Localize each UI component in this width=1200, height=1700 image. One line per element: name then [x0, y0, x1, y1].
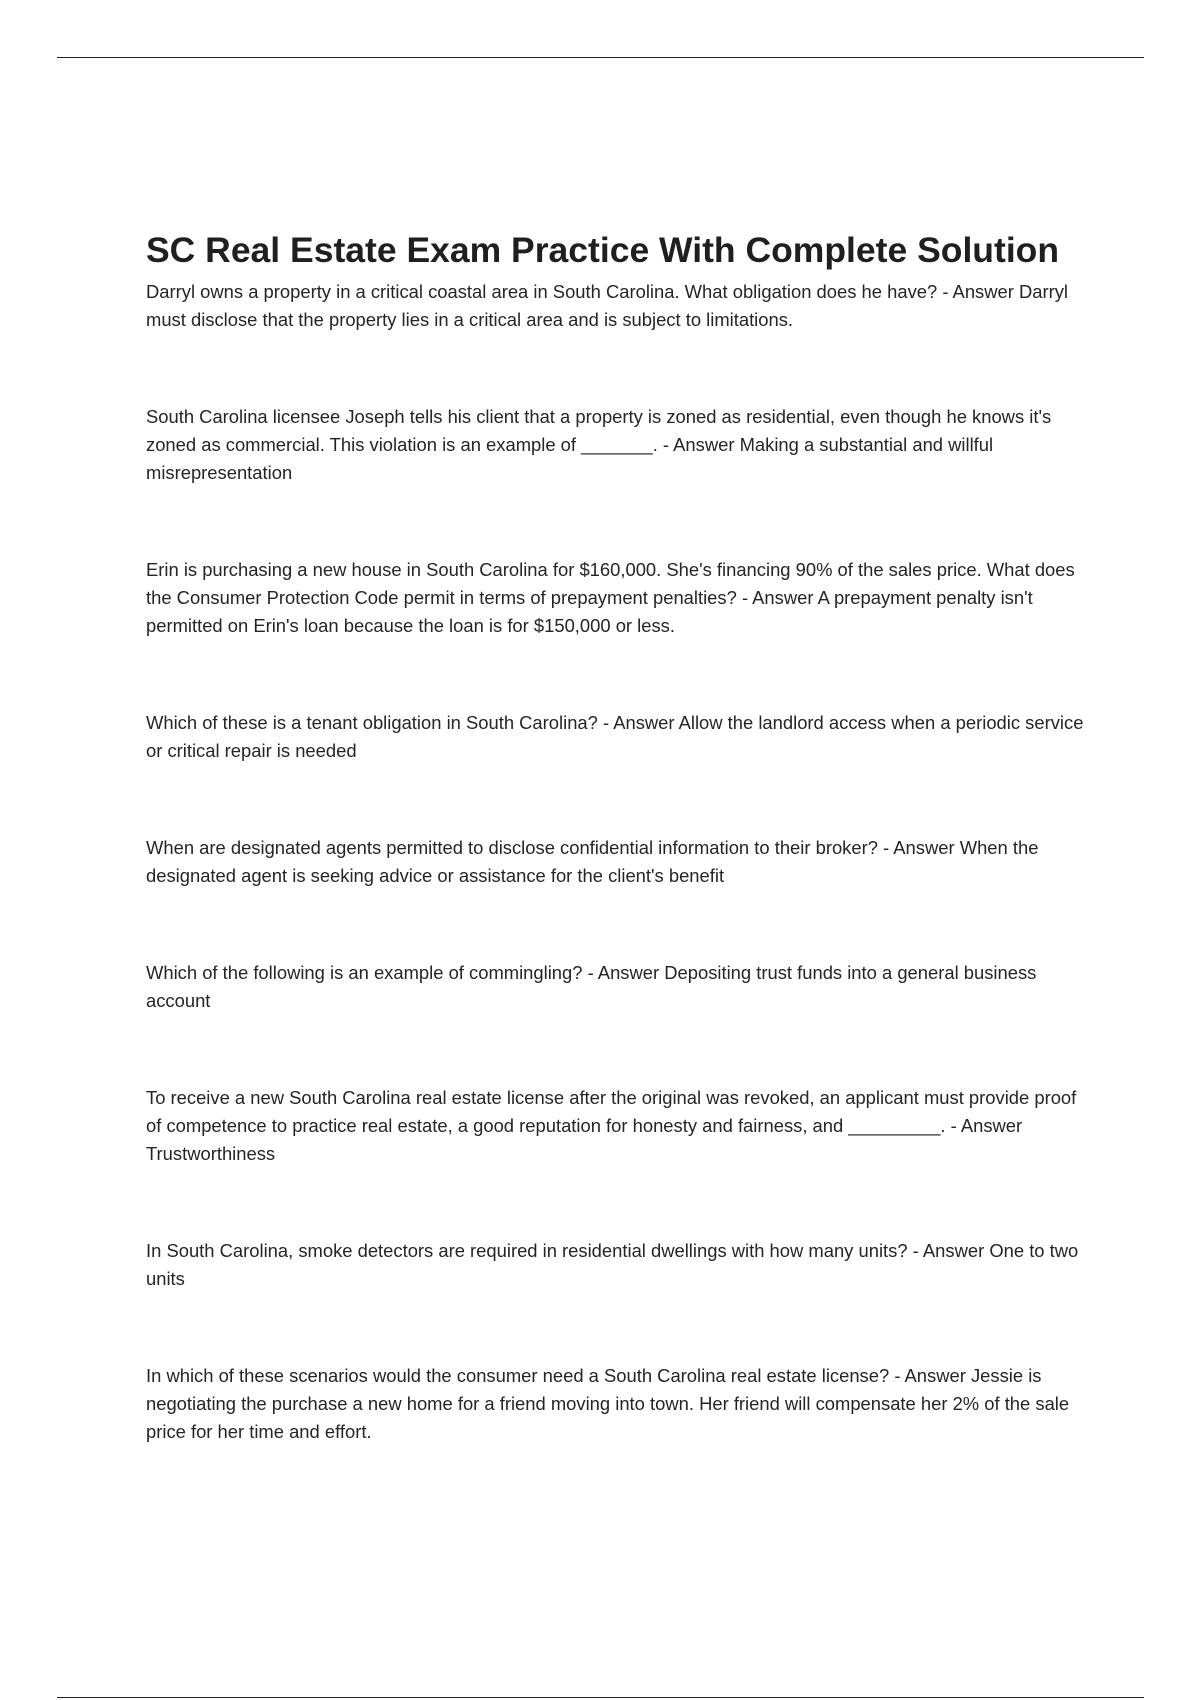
- document-title: SC Real Estate Exam Practice With Complete Solution: [146, 230, 1060, 270]
- qa-item: Erin is purchasing a new house in South Carolina for $160,000. She's financing 90% of the sales price. What does the Consumer Protection Code permit in terms of prepayment penalties? - Answer A prepayment penalty isn't permitted on Erin's loan because the loan is for $150,000 or less.: [146, 559, 1075, 636]
- document-body: [146, 226, 1086, 1515]
- qa-item: In South Carolina, smoke detectors are required in residential dwellings with how many units? - Answer One to two units: [146, 1240, 1079, 1289]
- qa-item: When are designated agents permitted to disclose confidential information to their broker? - Answer When the designated agent is seeking advice or assistance for the client's benefit: [146, 837, 1039, 886]
- bottom-rule: [57, 1697, 1144, 1698]
- qa-item: Which of the following is an example of commingling? - Answer Depositing trust funds into a general business account: [146, 962, 1037, 1011]
- qa-item: To receive a new South Carolina real estate license after the original was revoked, an applicant must provide proof of competence to practice real estate, a good reputation for honesty and fairness, and _________. - Answer Trustworthiness: [146, 1087, 1077, 1164]
- qa-item: Which of these is a tenant obligation in South Carolina? - Answer Allow the landlord access when a periodic service or critical repair is needed: [146, 712, 1084, 761]
- qa-item: South Carolina licensee Joseph tells his client that a property is zoned as residential, even though he knows it's zoned as commercial. This violation is an example of _______. - Answer Making a substantial and willful misrepresentation: [146, 406, 1052, 483]
- qa-item: Darryl owns a property in a critical coastal area in South Carolina. What obligation does he have? - Answer Darryl must disclose that the property lies in a critical area and is subject to limitations.: [146, 281, 1069, 330]
- qa-item: In which of these scenarios would the consumer need a South Carolina real estate license? - Answer Jessie is negotiating the purchase a new home for a friend moving into town. Her friend will compensate her 2% of the sale price for her time and effort.: [146, 1365, 1070, 1442]
- top-rule: [57, 57, 1144, 58]
- qa-list: [146, 278, 1086, 1446]
